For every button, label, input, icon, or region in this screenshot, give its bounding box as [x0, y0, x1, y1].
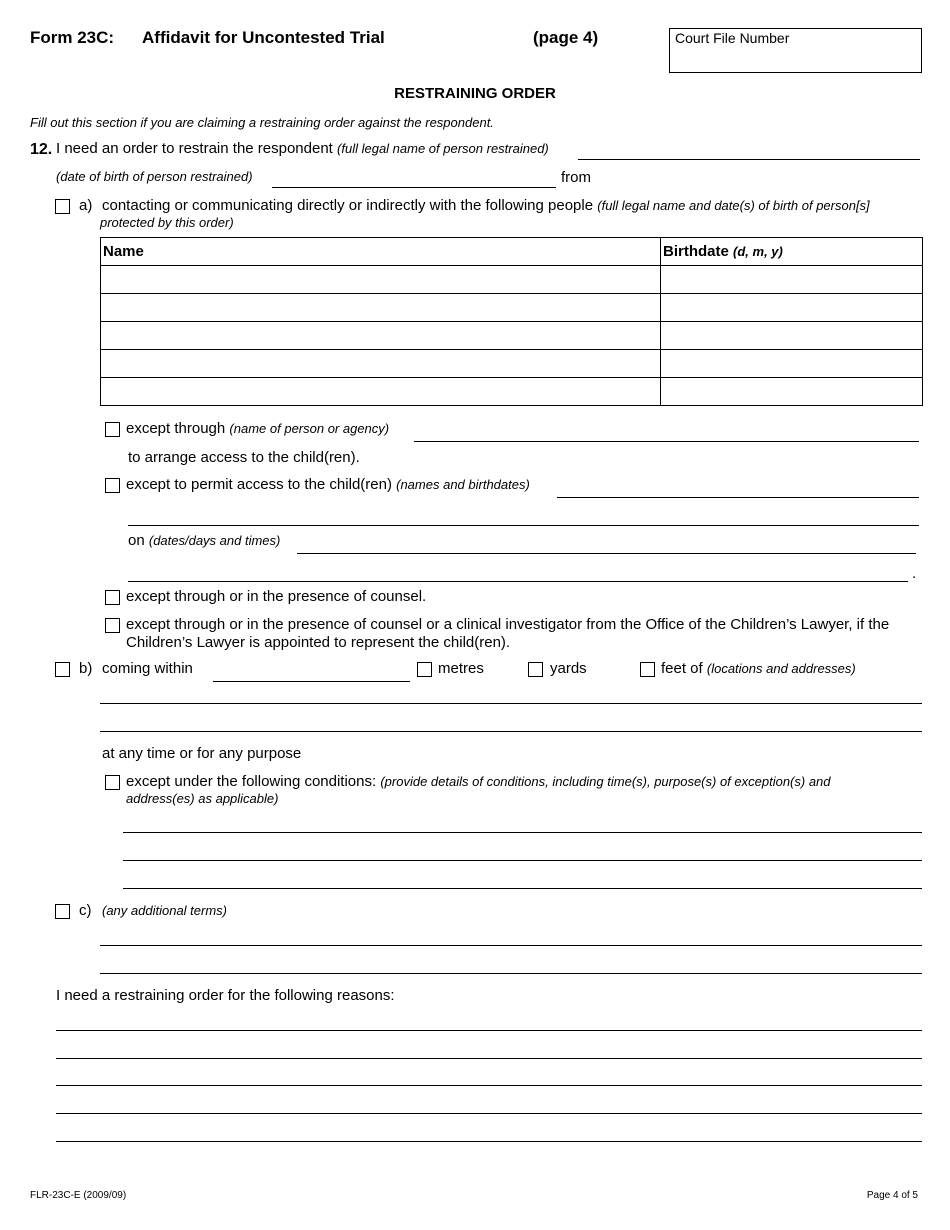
dates-times-field-2[interactable] [128, 581, 908, 582]
table-header-row [101, 238, 923, 266]
table-row [101, 266, 923, 294]
except-permit-checkbox[interactable] [105, 478, 120, 493]
reasons-field-1[interactable] [56, 1030, 922, 1031]
feet-hint: (locations and addresses) [706, 661, 856, 676]
additional-terms-field-2[interactable] [100, 973, 922, 974]
birthdate-cell[interactable] [661, 378, 923, 406]
item12-intro-hint: (full legal name of person restrained) [337, 141, 549, 156]
except-conditions-checkbox[interactable] [105, 775, 120, 790]
birthdate-cell[interactable] [661, 266, 923, 294]
birthdate-hint: (d, m, y) [733, 244, 783, 259]
birthdate-cell[interactable] [661, 350, 923, 378]
locations-field[interactable] [100, 703, 922, 704]
restrained-dob-field[interactable] [272, 187, 556, 188]
option-a-letter: a) [79, 197, 93, 214]
restrained-name-field[interactable] [578, 159, 920, 160]
birthdate-label: Birthdate [663, 243, 729, 260]
option-b-checkbox[interactable] [55, 662, 70, 677]
locations-field-2[interactable] [100, 731, 922, 732]
birthdate-cell[interactable] [661, 294, 923, 322]
reasons-field-4[interactable] [56, 1113, 922, 1114]
item12-intro-text: I need an order to restrain the respondent [56, 140, 333, 157]
except-clinical-text-1: except through or in the presence of counsel or a clinical investigator from the Office of the Children’s Lawyer, if the [126, 616, 890, 633]
conditions-hint-1: (provide details of conditions, including time(s), purpose(s) of exception(s) and [380, 774, 831, 789]
children-names-field-2[interactable] [128, 525, 919, 526]
section-title: RESTRAINING ORDER [394, 85, 556, 102]
feet-label [661, 660, 856, 677]
reasons-field-2[interactable] [56, 1058, 922, 1059]
conditions-field-1[interactable] [123, 832, 922, 833]
table-row [101, 322, 923, 350]
except-conditions-text: except under the following conditions: [126, 773, 377, 790]
except-clinical-text-2: Children’s Lawyer is appointed to represent the child(ren). [126, 634, 511, 651]
on-label [128, 532, 280, 549]
name-cell[interactable] [101, 294, 661, 322]
any-time-text: at any time or for any purpose [102, 745, 302, 762]
except-conditions-label [126, 773, 831, 790]
column-header-name: Name [101, 238, 661, 266]
conditions-hint-2: address(es) as applicable) [126, 791, 279, 806]
dates-times-field[interactable] [297, 553, 916, 554]
reasons-label: I need a restraining order for the following reasons: [56, 987, 395, 1004]
name-cell[interactable] [101, 266, 661, 294]
additional-terms-field-1[interactable] [100, 945, 922, 946]
metres-label: metres [438, 660, 484, 677]
conditions-field-3[interactable] [123, 888, 922, 889]
metres-checkbox[interactable] [417, 662, 432, 677]
option-a-hint-2: protected by this order) [100, 215, 234, 230]
except-counsel-text: except through or in the presence of counsel. [126, 588, 427, 605]
option-b-text: coming within [102, 660, 193, 677]
reasons-field-3[interactable] [56, 1085, 922, 1086]
birthdate-cell[interactable] [661, 322, 923, 350]
agency-name-field[interactable] [414, 441, 919, 442]
protected-people-table [100, 237, 923, 406]
distance-field[interactable] [213, 681, 410, 682]
except-through-checkbox[interactable] [105, 422, 120, 437]
feet-checkbox[interactable] [640, 662, 655, 677]
option-b-letter: b) [79, 660, 93, 677]
conditions-field-2[interactable] [123, 860, 922, 861]
except-counsel-checkbox[interactable] [105, 590, 120, 605]
item12-intro [56, 140, 549, 157]
option-a-text: contacting or communicating directly or indirectly with the following people [102, 197, 594, 214]
item-number: 12. [30, 141, 53, 158]
reasons-field-5[interactable] [56, 1141, 922, 1142]
name-cell[interactable] [101, 350, 661, 378]
form-title: Affidavit for Uncontested Trial [142, 28, 385, 47]
name-cell[interactable] [101, 378, 661, 406]
form-number: Form 23C: [30, 28, 115, 47]
feet-text: feet of [661, 660, 703, 677]
court-file-number-label: Court File Number [675, 30, 790, 46]
form-code: FLR-23C-E (2009/09) [30, 1190, 127, 1201]
except-through-label [126, 420, 389, 437]
dob-hint: (date of birth of person restrained) [56, 169, 253, 184]
option-a-line1 [102, 197, 870, 214]
option-c-hint: (any additional terms) [102, 903, 227, 918]
option-a-hint-1: (full legal name and date(s) of birth of person[s] [597, 198, 870, 213]
column-header-birthdate [661, 238, 923, 266]
option-c-checkbox[interactable] [55, 904, 70, 919]
period-mark: . [912, 565, 917, 582]
except-permit-label [126, 476, 530, 493]
children-names-field[interactable] [557, 497, 919, 498]
except-clinical-checkbox[interactable] [105, 618, 120, 633]
arrange-access-text: to arrange access to the child(ren). [128, 449, 360, 466]
on-hint: (dates/days and times) [148, 533, 281, 548]
on-text: on [128, 532, 145, 549]
table-row [101, 294, 923, 322]
except-permit-hint: (names and birthdates) [396, 477, 530, 492]
table-row [101, 350, 923, 378]
page-label: (page 4) [533, 28, 599, 47]
except-through-text: except through [126, 420, 226, 437]
table-row [101, 378, 923, 406]
section-instruction: Fill out this section if you are claiming a restraining order against the respondent. [30, 115, 494, 130]
yards-label: yards [550, 660, 587, 677]
from-label: from [561, 169, 591, 186]
except-permit-text: except to permit access to the child(ren) [126, 476, 392, 493]
court-file-number-field[interactable] [669, 28, 922, 73]
name-cell[interactable] [101, 322, 661, 350]
except-through-hint: (name of person or agency) [229, 421, 390, 436]
option-c-letter: c) [79, 902, 92, 919]
yards-checkbox[interactable] [528, 662, 543, 677]
page-number: Page 4 of 5 [866, 1190, 918, 1201]
option-a-checkbox[interactable] [55, 199, 70, 214]
